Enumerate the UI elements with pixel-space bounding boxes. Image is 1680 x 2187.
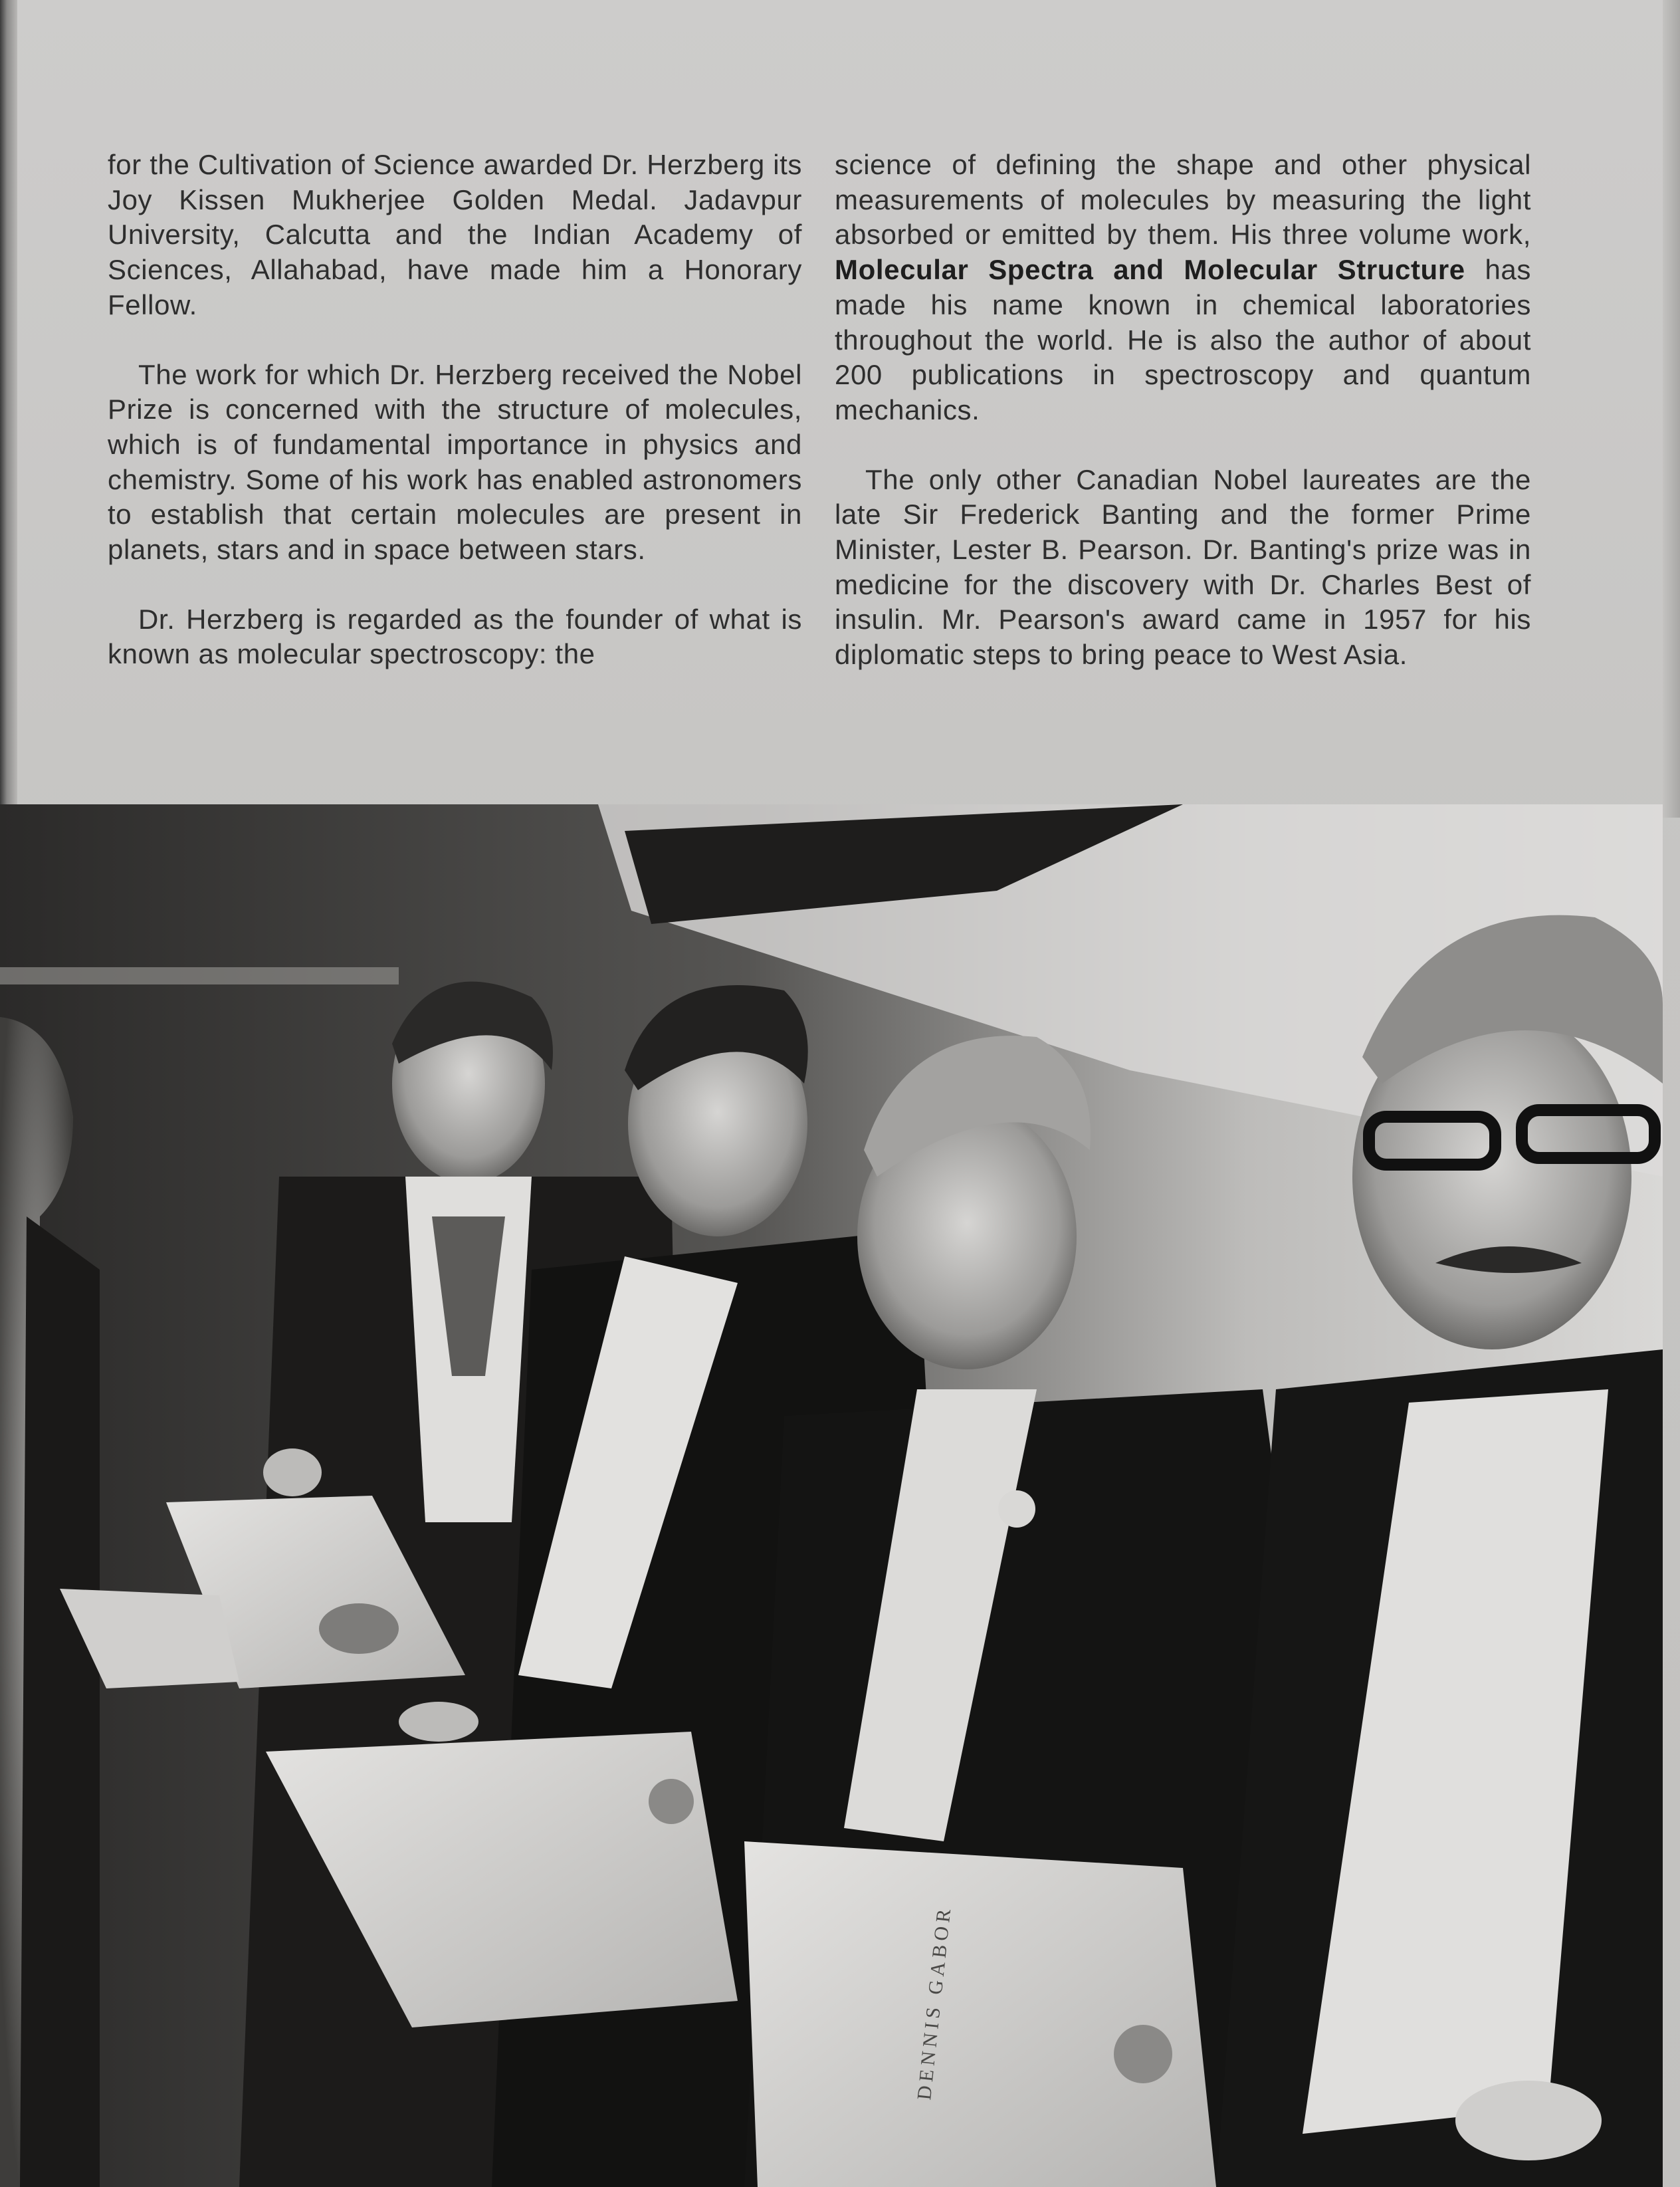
text-column-right (835, 148, 1531, 707)
page-right-edge (1663, 0, 1680, 818)
nobel-ceremony-photo (0, 804, 1663, 2187)
diploma-name-text: DENNIS GABOR (913, 1904, 956, 2101)
text-column-left (108, 148, 802, 707)
book-text-before: science of defining the shape and other physical measurements of molecules by measuring the light absorbed or emitted by them. His three volume work, (835, 149, 1531, 251)
paragraph-medal-fellowship: for the Cultivation of Science awarded Dr. Herzberg its Joy Kissen Mukherjee Golden Medal. Jadavpur University, Calcutta and the Indian Academy of Sciences, Allahabad, have made him a Honorary Fellow. (108, 149, 802, 320)
paragraph-canadian-laureates: The only other Canadian Nobel laureates are the late Sir Frederick Banting and the former Prime Minister, Lester B. Pearson. Dr. Banting's prize was in medicine for the discovery with Dr. Charles Best of insulin. Mr. Pearson's award came in 1957 for his diplomatic steps to bring peace to West Asia. (835, 463, 1531, 671)
paragraph-book-work (835, 148, 1531, 428)
paragraph-nobel-work: The work for which Dr. Herzberg received the Nobel Prize is concerned with the structure of molecules, which is of fundamental importance in physics and chemistry. Some of his work has enabled astronomers to establish that certain molecules are present in planets, stars and in space between stars. (108, 358, 802, 566)
book-title: Molecular Spectra and Molecular Structure (835, 254, 1465, 286)
paragraph-founder-spectroscopy: Dr. Herzberg is regarded as the founder of what is known as molecular spectroscopy: the (108, 603, 802, 670)
book-text-after: has made his name known in chemical laboratories throughout the world. He is also the author of about 200 publications in spectroscopy and quantum mechanics. (835, 254, 1531, 425)
